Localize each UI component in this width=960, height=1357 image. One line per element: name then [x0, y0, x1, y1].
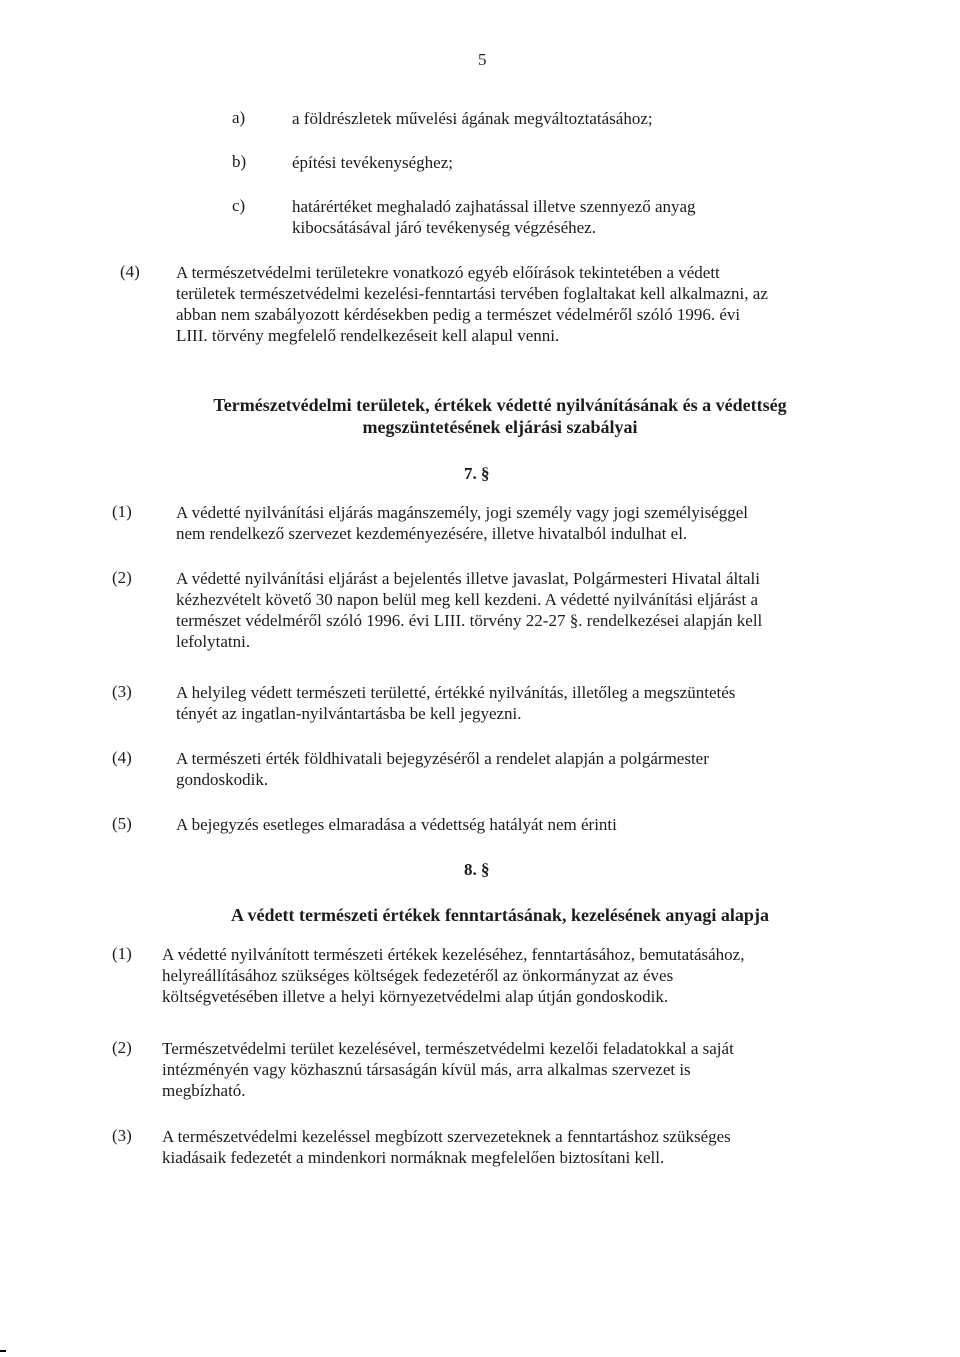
text-line: nem rendelkező szervezet kezdeményezésére, illetve hivatalból indulhat el.	[176, 524, 688, 543]
section-8-number: 8. §	[464, 860, 490, 879]
s7-label-4: (4)	[112, 748, 132, 767]
heading-line: Természetvédelmi területek, értékek védetté nyilvánításának és a védettség	[213, 395, 787, 415]
text-line: intézményén vagy közhasznú társaságán kívül más, arra alkalmas szervezet is	[162, 1060, 691, 1079]
text-line: helyreállításához szükséges költségek fedezetéről az önkormányzat az éves	[162, 966, 674, 985]
text-line: kézhezvételt követő 30 napon belül meg kell kezdeni. A védetté nyilvánítási eljárást a	[176, 590, 759, 609]
para4-label: (4)	[120, 262, 140, 281]
text-line: kibocsátásával járó tevékenység végzéséhez.	[292, 218, 596, 237]
text-line: természet védelméről szóló 1996. évi LIII. törvény 22-27 §. rendelkezései alapján kell	[176, 611, 763, 630]
s8-text-3	[162, 1126, 868, 1168]
s7-text-3	[176, 682, 866, 724]
list-label-a: a)	[232, 108, 246, 127]
s7-text-2	[176, 568, 866, 652]
text-line: lefolytatni.	[176, 632, 251, 651]
text-line: költségvetésében illetve a helyi környezetvédelmi alap útján gondoskodik.	[162, 987, 669, 1006]
list-label-b: b)	[232, 152, 247, 171]
text-line: tényét az ingatlan-nyilvántartásba be kell jegyezni.	[176, 704, 522, 723]
text-line: abban nem szabályozott kérdésekben pedig a természet védelméről szóló 1996. évi	[176, 305, 741, 324]
s7-label-3: (3)	[112, 682, 132, 701]
text-line: A természetvédelmi kezeléssel megbízott szervezeteknek a fenntartáshoz szükséges	[162, 1127, 731, 1146]
text-line: Természetvédelmi terület kezelésével, természetvédelmi kezelői feladatokkal a saját	[162, 1039, 734, 1058]
para4-text	[176, 262, 852, 346]
heading-line: megszüntetésének eljárási szabályai	[362, 417, 638, 437]
text-line: megbízható.	[162, 1081, 246, 1100]
list-item-b: építési tevékenységhez;	[292, 153, 453, 172]
text-line: kiadásaik fedezetét a mindenkori normáknak megfelelően biztosítani kell.	[162, 1148, 665, 1167]
text-line: A helyileg védett természeti területté, értékké nyilvánítás, illetőleg a megszüntetés	[176, 683, 736, 702]
text-line: A védetté nyilvánítási eljárást a bejelentés illetve javaslat, Polgármesteri Hivatal általi	[176, 569, 760, 588]
text-line: A természeti érték földhivatali bejegyzéséről a rendelet alapján a polgármester	[176, 749, 709, 768]
page-number: 5	[478, 50, 487, 69]
s7-label-1: (1)	[112, 502, 132, 521]
section-heading-2: A védett természeti értékek fenntartásának, kezelésének anyagi alapja	[231, 905, 769, 925]
s7-text-4	[176, 748, 866, 790]
section-7-number: 7. §	[464, 464, 490, 483]
text-line: A természetvédelmi területekre vonatkozó egyéb előírások tekintetében a védett	[176, 263, 720, 282]
s8-text-2	[162, 1038, 868, 1101]
s7-text-5	[176, 814, 866, 835]
s8-label-1: (1)	[112, 944, 132, 963]
s7-label-2: (2)	[112, 568, 132, 587]
s8-text-1	[162, 944, 868, 1007]
list-item-a: a földrészletek művelési ágának megváltoztatásához;	[292, 109, 653, 128]
scan-mark	[0, 1350, 6, 1352]
text-line: A védetté nyilvánított természeti értékek kezeléséhez, fenntartásához, bemutatásához,	[162, 945, 745, 964]
s7-label-5: (5)	[112, 814, 132, 833]
text-line: A bejegyzés esetleges elmaradása a védettség hatályát nem érinti	[176, 815, 617, 834]
text-line: LIII. törvény megfelelő rendelkezéseit kell alapul venni.	[176, 326, 560, 345]
s8-label-2: (2)	[112, 1038, 132, 1057]
text-line: A védetté nyilvánítási eljárás magánszemély, jogi személy vagy jogi személyiséggel	[176, 503, 748, 522]
section-heading-1	[150, 394, 850, 438]
text-line: határértéket meghaladó zajhatással illetve szennyező anyag	[292, 197, 696, 216]
text-line: gondoskodik.	[176, 770, 269, 789]
list-item-c	[292, 196, 852, 238]
list-label-c: c)	[232, 196, 246, 215]
text-line: területek természetvédelmi kezelési-fenntartási tervében foglaltakat kell alkalmazni, az	[176, 284, 768, 303]
s7-text-1	[176, 502, 866, 544]
s8-label-3: (3)	[112, 1126, 132, 1145]
